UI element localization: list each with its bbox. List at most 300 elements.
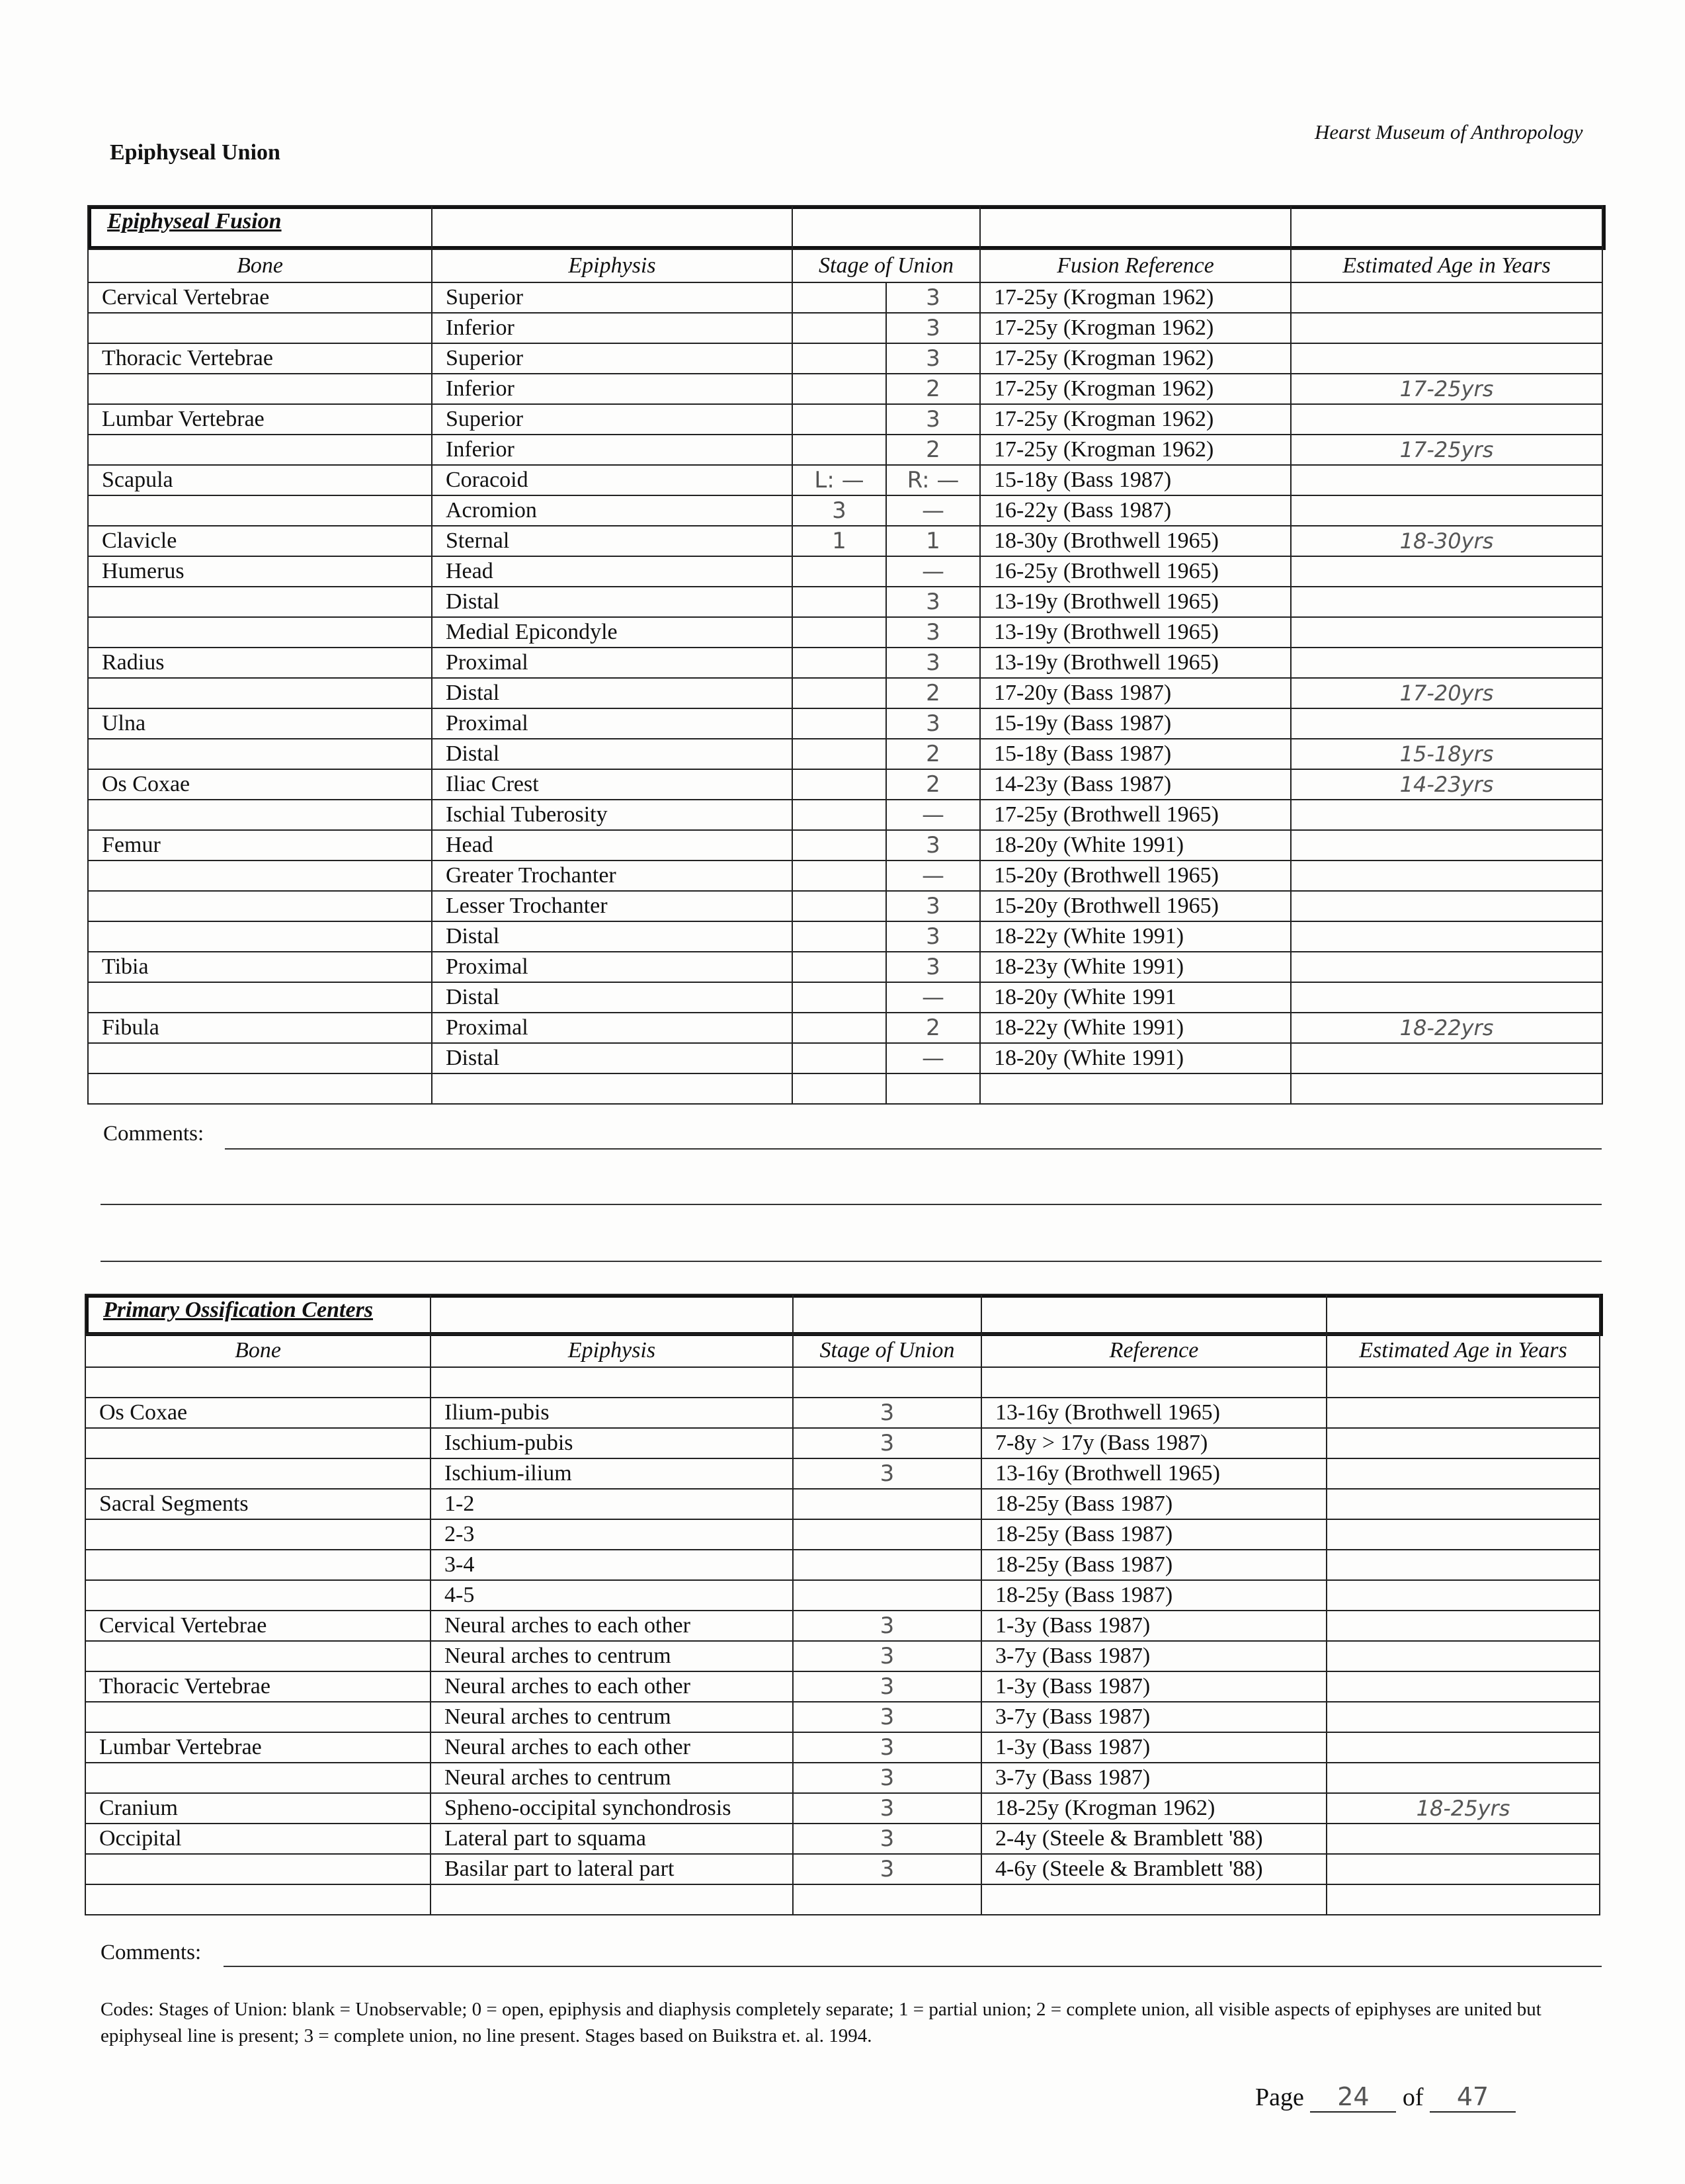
epiphysis-cell: Medial Epicondyle — [432, 617, 792, 648]
bone-cell — [85, 1519, 431, 1550]
estimated-age-cell[interactable]: 17-25yrs — [1291, 374, 1602, 404]
estimated-age-cell[interactable] — [1291, 313, 1602, 343]
stage-cell[interactable] — [793, 1580, 981, 1611]
stage-cell[interactable]: 3 — [793, 1611, 981, 1641]
epiphysis-cell: Neural arches to centrum — [431, 1702, 793, 1732]
estimated-age-cell[interactable] — [1291, 982, 1602, 1013]
col-header-reference: Reference — [981, 1334, 1327, 1367]
reference-cell: 18-20y (White 1991 — [980, 982, 1291, 1013]
stage-cell[interactable]: 3 — [793, 1793, 981, 1824]
stage-cell[interactable] — [793, 1367, 981, 1398]
bone-cell: Clavicle — [88, 526, 432, 556]
epiphysis-cell: Superior — [432, 282, 792, 313]
fusion-row — [88, 587, 1602, 617]
bone-cell: Lumbar Vertebrae — [85, 1732, 431, 1763]
epiphysis-cell: Superior — [432, 343, 792, 374]
fusion-row — [88, 1013, 1602, 1043]
ossification-section-title: Primary Ossification Centers — [103, 1298, 374, 1322]
bone-cell — [88, 800, 432, 830]
estimated-age-cell[interactable] — [1291, 800, 1602, 830]
fusion-row — [88, 1073, 1602, 1104]
epiphysis-cell: Proximal — [432, 1013, 792, 1043]
stage-left-cell[interactable] — [792, 708, 886, 739]
estimated-age-cell[interactable] — [1291, 1043, 1602, 1073]
bone-cell — [88, 891, 432, 921]
stage-right-cell[interactable]: 1 — [886, 526, 980, 556]
stage-right-cell[interactable]: 2 — [886, 678, 980, 708]
reference-cell: 18-20y (White 1991) — [980, 830, 1291, 861]
page-number-field[interactable]: 24 — [1310, 2082, 1396, 2113]
stage-left-cell[interactable] — [792, 861, 886, 891]
bone-cell: Lumbar Vertebrae — [88, 404, 432, 435]
reference-cell: 1-3y (Bass 1987) — [981, 1671, 1327, 1702]
col-header-age: Estimated Age in Years — [1327, 1334, 1600, 1367]
fusion-row — [88, 343, 1602, 374]
fusion-row — [88, 769, 1602, 800]
stage-right-cell[interactable] — [886, 1073, 980, 1104]
reference-cell — [981, 1884, 1327, 1915]
estimated-age-cell[interactable] — [1291, 648, 1602, 678]
stage-left-cell[interactable] — [792, 830, 886, 861]
ossification-row — [85, 1580, 1600, 1611]
fusion-row — [88, 435, 1602, 465]
stage-left-cell[interactable] — [792, 282, 886, 313]
stage-left-cell[interactable] — [792, 374, 886, 404]
epiphysis-cell: Head — [432, 830, 792, 861]
stage-right-cell[interactable]: 3 — [886, 343, 980, 374]
stage-left-cell[interactable] — [792, 648, 886, 678]
institution-name: Hearst Museum of Anthropology — [1315, 120, 1583, 144]
ossification-row — [85, 1793, 1600, 1824]
estimated-age-cell[interactable] — [1291, 708, 1602, 739]
bone-cell — [88, 495, 432, 526]
reference-cell: 1-3y (Bass 1987) — [981, 1732, 1327, 1763]
stage-left-cell[interactable] — [792, 343, 886, 374]
estimated-age-cell[interactable] — [1291, 495, 1602, 526]
fusion-comments-line-2[interactable] — [101, 1204, 1602, 1205]
reference-cell: 18-22y (White 1991) — [980, 921, 1291, 952]
estimated-age-cell[interactable] — [1327, 1732, 1600, 1763]
reference-cell: 18-25y (Bass 1987) — [981, 1489, 1327, 1519]
stage-left-cell[interactable] — [792, 800, 886, 830]
stage-left-cell[interactable] — [792, 739, 886, 769]
estimated-age-cell[interactable] — [1327, 1641, 1600, 1671]
stage-right-cell[interactable]: 3 — [886, 648, 980, 678]
fusion-row — [88, 617, 1602, 648]
epiphysis-cell: Inferior — [432, 374, 792, 404]
stage-right-cell[interactable]: 2 — [886, 435, 980, 465]
stage-cell[interactable]: 3 — [793, 1641, 981, 1671]
ossification-comments-line[interactable] — [224, 1966, 1602, 1967]
stage-right-cell[interactable]: — — [886, 556, 980, 587]
estimated-age-cell[interactable] — [1291, 891, 1602, 921]
ossification-row — [85, 1824, 1600, 1854]
reference-cell: 13-19y (Brothwell 1965) — [980, 587, 1291, 617]
epiphysis-cell — [431, 1884, 793, 1915]
reference-cell: 17-25y (Brothwell 1965) — [980, 800, 1291, 830]
bone-cell: Cervical Vertebrae — [88, 282, 432, 313]
epiphysis-cell: Distal — [432, 921, 792, 952]
fusion-comments-line-3[interactable] — [101, 1261, 1602, 1262]
bone-cell: Scapula — [88, 465, 432, 495]
stage-right-cell[interactable]: 3 — [886, 708, 980, 739]
total-pages-field[interactable]: 47 — [1430, 2082, 1516, 2113]
reference-cell: 3-7y (Bass 1987) — [981, 1763, 1327, 1793]
stage-right-cell[interactable]: — — [886, 1043, 980, 1073]
reference-cell: 17-25y (Krogman 1962) — [980, 404, 1291, 435]
reference-cell: 15-18y (Bass 1987) — [980, 465, 1291, 495]
bone-cell: Thoracic Vertebrae — [88, 343, 432, 374]
bone-cell: Fibula — [88, 1013, 432, 1043]
reference-cell: 15-19y (Bass 1987) — [980, 708, 1291, 739]
estimated-age-cell[interactable] — [1327, 1824, 1600, 1854]
ossification-row — [85, 1702, 1600, 1732]
bone-cell: Cervical Vertebrae — [85, 1611, 431, 1641]
fusion-row — [88, 282, 1602, 313]
epiphysis-cell: Inferior — [432, 435, 792, 465]
estimated-age-cell[interactable] — [1291, 952, 1602, 982]
ossification-row — [85, 1732, 1600, 1763]
estimated-age-cell[interactable] — [1327, 1854, 1600, 1884]
fusion-section-title: Epiphyseal Fusion — [107, 209, 282, 233]
reference-cell: 17-25y (Krogman 1962) — [980, 435, 1291, 465]
estimated-age-cell[interactable] — [1327, 1580, 1600, 1611]
reference-cell: 18-25y (Bass 1987) — [981, 1519, 1327, 1550]
estimated-age-cell[interactable] — [1291, 282, 1602, 313]
fusion-row — [88, 678, 1602, 708]
epiphysis-cell: Neural arches to centrum — [431, 1763, 793, 1793]
col-header-bone: Bone — [85, 1334, 431, 1367]
bone-cell — [88, 587, 432, 617]
stage-right-cell[interactable]: — — [886, 982, 980, 1013]
stage-cell[interactable]: 3 — [793, 1458, 981, 1489]
bone-cell — [88, 374, 432, 404]
fusion-row — [88, 952, 1602, 982]
estimated-age-cell[interactable]: 14-23yrs — [1291, 769, 1602, 800]
epiphysis-cell: Distal — [432, 587, 792, 617]
stage-right-cell[interactable]: 2 — [886, 374, 980, 404]
epiphysis-cell: Inferior — [432, 313, 792, 343]
stage-cell[interactable]: 3 — [793, 1398, 981, 1428]
bone-cell: Os Coxae — [88, 769, 432, 800]
stage-left-cell[interactable] — [792, 891, 886, 921]
reference-cell: 18-25y (Bass 1987) — [981, 1550, 1327, 1580]
stage-cell[interactable]: 3 — [793, 1428, 981, 1458]
fusion-row — [88, 739, 1602, 769]
estimated-age-cell[interactable] — [1327, 1458, 1600, 1489]
stage-left-cell[interactable] — [792, 952, 886, 982]
estimated-age-cell[interactable] — [1291, 830, 1602, 861]
page-label: Page — [1255, 2083, 1304, 2111]
estimated-age-cell[interactable] — [1327, 1702, 1600, 1732]
epiphysis-cell: Ischium-ilium — [431, 1458, 793, 1489]
bone-cell: Femur — [88, 830, 432, 861]
fusion-row — [88, 800, 1602, 830]
ossification-row — [85, 1458, 1600, 1489]
bone-cell — [85, 1641, 431, 1671]
reference-cell: 18-23y (White 1991) — [980, 952, 1291, 982]
reference-cell: 16-22y (Bass 1987) — [980, 495, 1291, 526]
epiphysis-cell: Distal — [432, 1043, 792, 1073]
epiphysis-cell: Distal — [432, 739, 792, 769]
estimated-age-cell[interactable]: 15-18yrs — [1291, 739, 1602, 769]
estimated-age-cell[interactable]: 18-30yrs — [1291, 526, 1602, 556]
stage-cell[interactable]: 3 — [793, 1854, 981, 1884]
reference-cell: 18-30y (Brothwell 1965) — [980, 526, 1291, 556]
stage-cell[interactable] — [793, 1550, 981, 1580]
reference-cell: 3-7y (Bass 1987) — [981, 1702, 1327, 1732]
ossification-header-row — [85, 1334, 1600, 1367]
bone-cell — [88, 861, 432, 891]
stage-left-cell[interactable] — [792, 556, 886, 587]
bone-cell — [88, 1043, 432, 1073]
reference-cell: 13-16y (Brothwell 1965) — [981, 1458, 1327, 1489]
stage-left-cell[interactable] — [792, 404, 886, 435]
stage-codes-legend: Codes: Stages of Union: blank = Unobservable; 0 = open, epiphysis and diaphysis completely separate; 1 = partial union; 2 = complete union, all visible aspects of epiphyses are united but epiphyseal line is present; 3 = complete union, no line present. Stages based on Buikstra et. al. 1994. — [101, 1999, 1541, 2046]
ossification-row — [85, 1550, 1600, 1580]
estimated-age-cell[interactable] — [1327, 1611, 1600, 1641]
bone-cell — [88, 982, 432, 1013]
stage-right-cell[interactable]: 2 — [886, 739, 980, 769]
fusion-row — [88, 708, 1602, 739]
stage-cell[interactable]: 3 — [793, 1732, 981, 1763]
reference-cell: 15-20y (Brothwell 1965) — [980, 891, 1291, 921]
bone-cell — [88, 313, 432, 343]
reference-cell: 18-25y (Bass 1987) — [981, 1580, 1327, 1611]
epiphysis-cell: Acromion — [432, 495, 792, 526]
stage-cell[interactable] — [793, 1519, 981, 1550]
fusion-row — [88, 830, 1602, 861]
reference-cell: 2-4y (Steele & Bramblett '88) — [981, 1824, 1327, 1854]
estimated-age-cell[interactable]: 18-25yrs — [1327, 1793, 1600, 1824]
fusion-row — [88, 921, 1602, 952]
reference-cell: 17-25y (Krogman 1962) — [980, 313, 1291, 343]
stage-right-cell[interactable]: 3 — [886, 617, 980, 648]
bone-cell: Occipital — [85, 1824, 431, 1854]
estimated-age-cell[interactable] — [1327, 1550, 1600, 1580]
reference-cell: 17-25y (Krogman 1962) — [980, 343, 1291, 374]
ossification-row — [85, 1884, 1600, 1915]
fusion-row — [88, 495, 1602, 526]
reference-cell: 17-25y (Krogman 1962) — [980, 374, 1291, 404]
bone-cell: Sacral Segments — [85, 1489, 431, 1519]
estimated-age-cell[interactable] — [1327, 1367, 1600, 1398]
reference-cell: 18-25y (Krogman 1962) — [981, 1793, 1327, 1824]
col-header-age: Estimated Age in Years — [1291, 249, 1602, 282]
bone-cell — [85, 1763, 431, 1793]
ossification-row — [85, 1428, 1600, 1458]
estimated-age-cell[interactable]: 18-22yrs — [1291, 1013, 1602, 1043]
stage-right-cell[interactable]: — — [886, 495, 980, 526]
bone-cell — [85, 1550, 431, 1580]
estimated-age-cell[interactable]: 17-25yrs — [1291, 435, 1602, 465]
fusion-row — [88, 526, 1602, 556]
col-header-reference: Fusion Reference — [980, 249, 1291, 282]
stage-left-cell[interactable] — [792, 982, 886, 1013]
of-label: of — [1402, 2083, 1424, 2111]
primary-ossification-table — [85, 1294, 1600, 1915]
estimated-age-cell[interactable] — [1327, 1428, 1600, 1458]
epiphyseal-fusion-table — [87, 205, 1603, 1105]
document-title: Epiphyseal Union — [110, 140, 280, 165]
estimated-age-cell[interactable] — [1291, 921, 1602, 952]
estimated-age-cell[interactable] — [1327, 1884, 1600, 1915]
bone-cell — [88, 617, 432, 648]
epiphysis-cell: Proximal — [432, 952, 792, 982]
stage-left-cell[interactable] — [792, 617, 886, 648]
estimated-age-cell[interactable] — [1291, 587, 1602, 617]
stage-right-cell[interactable]: 3 — [886, 921, 980, 952]
stage-cell[interactable] — [793, 1489, 981, 1519]
reference-cell: 14-23y (Bass 1987) — [980, 769, 1291, 800]
stage-cell[interactable]: 3 — [793, 1824, 981, 1854]
fusion-row — [88, 861, 1602, 891]
stage-right-cell[interactable]: R: — — [886, 465, 980, 495]
bone-cell: Radius — [88, 648, 432, 678]
fusion-row — [88, 404, 1602, 435]
estimated-age-cell[interactable] — [1327, 1519, 1600, 1550]
estimated-age-cell[interactable] — [1327, 1763, 1600, 1793]
bone-cell — [85, 1367, 431, 1398]
epiphysis-cell: Proximal — [432, 708, 792, 739]
stage-cell[interactable] — [793, 1884, 981, 1915]
reference-cell: 15-20y (Brothwell 1965) — [980, 861, 1291, 891]
stage-left-cell[interactable] — [792, 1073, 886, 1104]
epiphysis-cell: Ischium-pubis — [431, 1428, 793, 1458]
stage-left-cell[interactable] — [792, 921, 886, 952]
estimated-age-cell[interactable] — [1327, 1398, 1600, 1428]
stage-right-cell[interactable]: 2 — [886, 1013, 980, 1043]
reference-cell: 7-8y > 17y (Bass 1987) — [981, 1428, 1327, 1458]
epiphysis-cell: Superior — [432, 404, 792, 435]
estimated-age-cell[interactable] — [1291, 617, 1602, 648]
bone-cell: Tibia — [88, 952, 432, 982]
stage-right-cell[interactable]: 3 — [886, 282, 980, 313]
epiphysis-cell: Ischial Tuberosity — [432, 800, 792, 830]
stage-left-cell[interactable] — [792, 313, 886, 343]
stage-cell[interactable]: 3 — [793, 1671, 981, 1702]
estimated-age-cell[interactable] — [1291, 465, 1602, 495]
ossification-row — [85, 1763, 1600, 1793]
stage-left-cell[interactable] — [792, 1043, 886, 1073]
reference-cell — [980, 1073, 1291, 1104]
ossification-row — [85, 1611, 1600, 1641]
stage-left-cell[interactable]: 3 — [792, 495, 886, 526]
bone-cell — [85, 1428, 431, 1458]
estimated-age-cell[interactable] — [1291, 1073, 1602, 1104]
fusion-comments-line-1[interactable] — [225, 1148, 1602, 1150]
bone-cell — [88, 921, 432, 952]
epiphysis-cell: Distal — [432, 982, 792, 1013]
epiphysis-cell: Head — [432, 556, 792, 587]
epiphysis-cell: Neural arches to each other — [431, 1732, 793, 1763]
fusion-row — [88, 891, 1602, 921]
epiphysis-cell: Sternal — [432, 526, 792, 556]
reference-cell: 13-16y (Brothwell 1965) — [981, 1398, 1327, 1428]
col-header-bone: Bone — [88, 249, 432, 282]
ossification-row — [85, 1367, 1600, 1398]
epiphysis-cell: Greater Trochanter — [432, 861, 792, 891]
epiphysis-cell — [431, 1367, 793, 1398]
fusion-comments-label: Comments: — [103, 1122, 204, 1146]
bone-cell — [88, 739, 432, 769]
col-header-stage: Stage of Union — [792, 249, 980, 282]
stage-left-cell[interactable] — [792, 435, 886, 465]
ossification-comments-label: Comments: — [101, 1941, 202, 1964]
estimated-age-cell[interactable] — [1291, 861, 1602, 891]
stage-cell[interactable]: 3 — [793, 1763, 981, 1793]
stage-right-cell[interactable]: 3 — [886, 830, 980, 861]
estimated-age-cell[interactable] — [1291, 404, 1602, 435]
reference-cell: 17-25y (Krogman 1962) — [980, 282, 1291, 313]
stage-right-cell[interactable]: 3 — [886, 952, 980, 982]
col-header-epiphysis: Epiphysis — [432, 249, 792, 282]
stage-left-cell[interactable] — [792, 769, 886, 800]
stage-left-cell[interactable] — [792, 1013, 886, 1043]
reference-cell: 15-18y (Bass 1987) — [980, 739, 1291, 769]
epiphysis-cell: Ilium-pubis — [431, 1398, 793, 1428]
estimated-age-cell[interactable] — [1327, 1489, 1600, 1519]
stage-right-cell[interactable]: 2 — [886, 769, 980, 800]
stage-left-cell[interactable]: L: — — [792, 465, 886, 495]
stage-left-cell[interactable] — [792, 678, 886, 708]
reference-cell: 3-7y (Bass 1987) — [981, 1641, 1327, 1671]
stage-cell[interactable]: 3 — [793, 1702, 981, 1732]
stage-right-cell[interactable]: 3 — [886, 313, 980, 343]
reference-cell — [981, 1367, 1327, 1398]
reference-cell: 1-3y (Bass 1987) — [981, 1611, 1327, 1641]
bone-cell — [88, 678, 432, 708]
stage-right-cell[interactable]: — — [886, 861, 980, 891]
stage-right-cell[interactable]: 3 — [886, 891, 980, 921]
estimated-age-cell[interactable]: 17-20yrs — [1291, 678, 1602, 708]
epiphysis-cell — [432, 1073, 792, 1104]
col-header-epiphysis: Epiphysis — [431, 1334, 793, 1367]
fusion-row — [88, 648, 1602, 678]
reference-cell: 4-6y (Steele & Bramblett '88) — [981, 1854, 1327, 1884]
bone-cell — [88, 1073, 432, 1104]
bone-cell: Thoracic Vertebrae — [85, 1671, 431, 1702]
epiphysis-cell: Neural arches to centrum — [431, 1641, 793, 1671]
bone-cell — [85, 1884, 431, 1915]
epiphysis-cell: Distal — [432, 678, 792, 708]
stage-left-cell[interactable] — [792, 587, 886, 617]
bone-cell: Cranium — [85, 1793, 431, 1824]
bone-cell — [85, 1458, 431, 1489]
stage-right-cell[interactable]: — — [886, 800, 980, 830]
fusion-row — [88, 313, 1602, 343]
ossification-row — [85, 1854, 1600, 1884]
ossification-row — [85, 1671, 1600, 1702]
fusion-row — [88, 465, 1602, 495]
estimated-age-cell[interactable] — [1327, 1671, 1600, 1702]
epiphysis-cell: Proximal — [432, 648, 792, 678]
stage-right-cell[interactable]: 3 — [886, 587, 980, 617]
reference-cell: 18-20y (White 1991) — [980, 1043, 1291, 1073]
epiphysis-cell: Coracoid — [432, 465, 792, 495]
ossification-row — [85, 1398, 1600, 1428]
estimated-age-cell[interactable] — [1291, 343, 1602, 374]
estimated-age-cell[interactable] — [1291, 556, 1602, 587]
ossification-row — [85, 1641, 1600, 1671]
fusion-title-row — [88, 206, 1602, 249]
epiphysis-cell: 2-3 — [431, 1519, 793, 1550]
stage-right-cell[interactable]: 3 — [886, 404, 980, 435]
bone-cell — [85, 1702, 431, 1732]
stage-left-cell[interactable]: 1 — [792, 526, 886, 556]
epiphysis-cell: 1-2 — [431, 1489, 793, 1519]
bone-cell: Os Coxae — [85, 1398, 431, 1428]
